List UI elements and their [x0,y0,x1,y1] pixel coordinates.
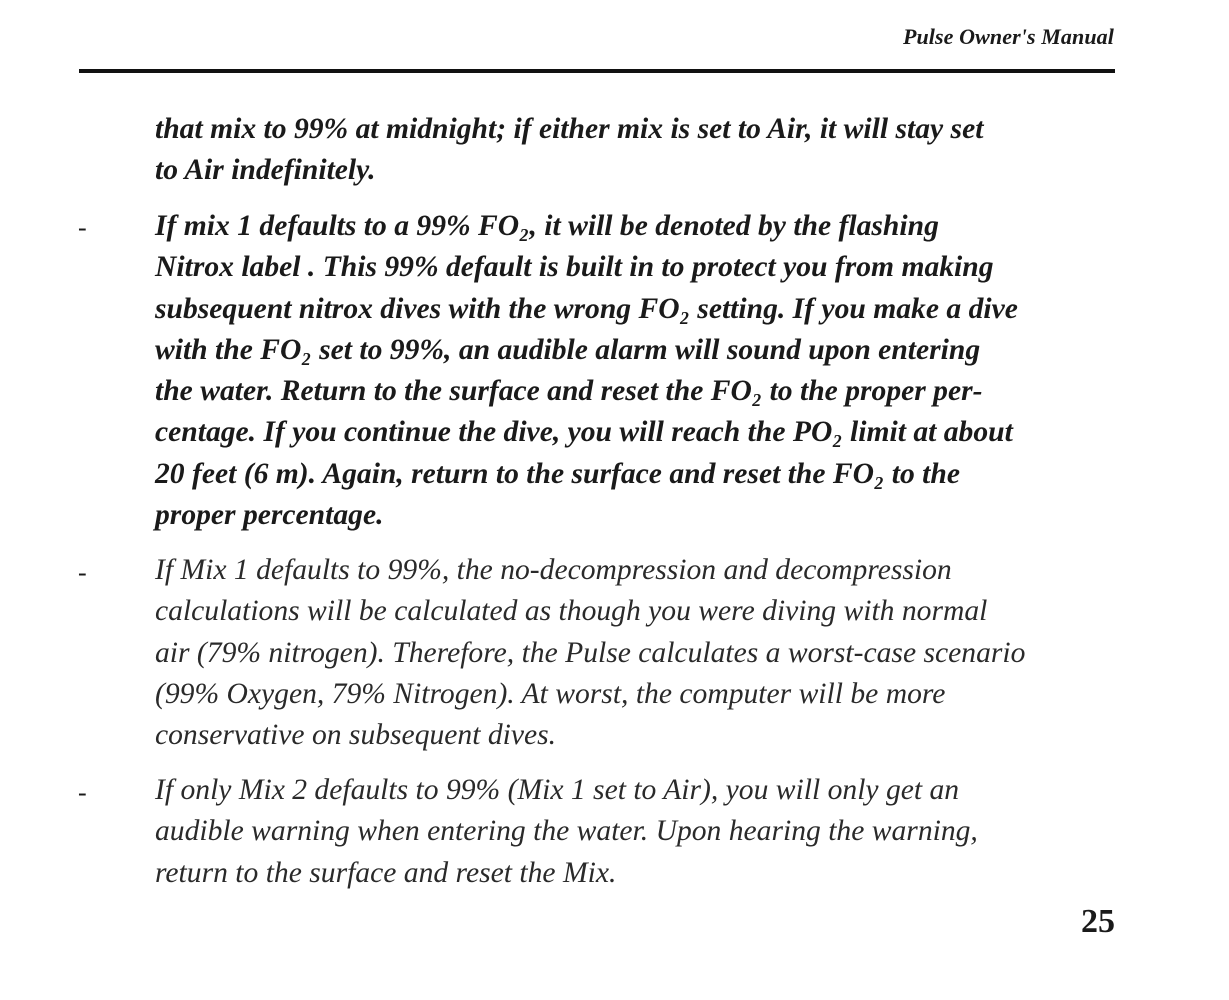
text-line: conservative on subsequent dives. [155,719,557,752]
text-line: If only Mix 2 defaults to 99% (Mix 1 set to Air), you will only get an [155,774,960,806]
text-line: with the FO₂ set to 99%, an audible alarm will sound upon entering [155,333,981,366]
bullet-marker: - [78,778,87,807]
bullet-item-decompression [155,550,1130,756]
bullet-item-mix2-default [155,770,1130,894]
text-line: audible warning when entering the water. Upon hearing the warning, [155,815,978,848]
bullet-marker: - [78,558,87,587]
text-line: (99% Oxygen, 79% Nitrogen). At worst, the computer will be more [155,677,946,710]
text-line: If mix 1 defaults to a 99% FO₂, it will be denoted by the flashing [155,210,939,242]
text-line: that mix to 99% at midnight; if either mix is set to Air, it will stay set [155,113,984,145]
continued-paragraph [155,109,1130,192]
text-line: calculations will be calculated as though you were diving with normal [155,595,988,628]
running-header: Pulse Owner's Manual [902,24,1114,49]
text-line: Nitrox label . This 99% default is built in to protect you from making [155,251,994,284]
text-line: centage. If you continue the dive, you will reach the PO₂ limit at about [155,416,1013,449]
bullet-marker: - [78,213,87,242]
text-line: return to the surface and reset the Mix. [155,856,617,889]
text-line: the water. Return to the surface and reset the FO₂ to the proper per- [155,375,983,408]
text-line: If Mix 1 defaults to 99%, the no-decompression and decompression [155,554,952,586]
text-line: 20 feet (6 m). Again, return to the surface and reset the FO₂ to the [155,457,960,490]
header-rule [79,69,1115,73]
text-line: to Air indefinitely. [155,154,376,187]
text-line: proper percentage. [155,499,384,532]
page-number: 25 [1081,903,1115,940]
text-line: air (79% nitrogen). Therefore, the Pulse calculates a worst-case scenario [155,636,1026,669]
text-line: subsequent nitrox dives with the wrong FO₂ setting. If you make a dive [155,292,1018,325]
bullet-item-mix1-default [155,206,1130,536]
